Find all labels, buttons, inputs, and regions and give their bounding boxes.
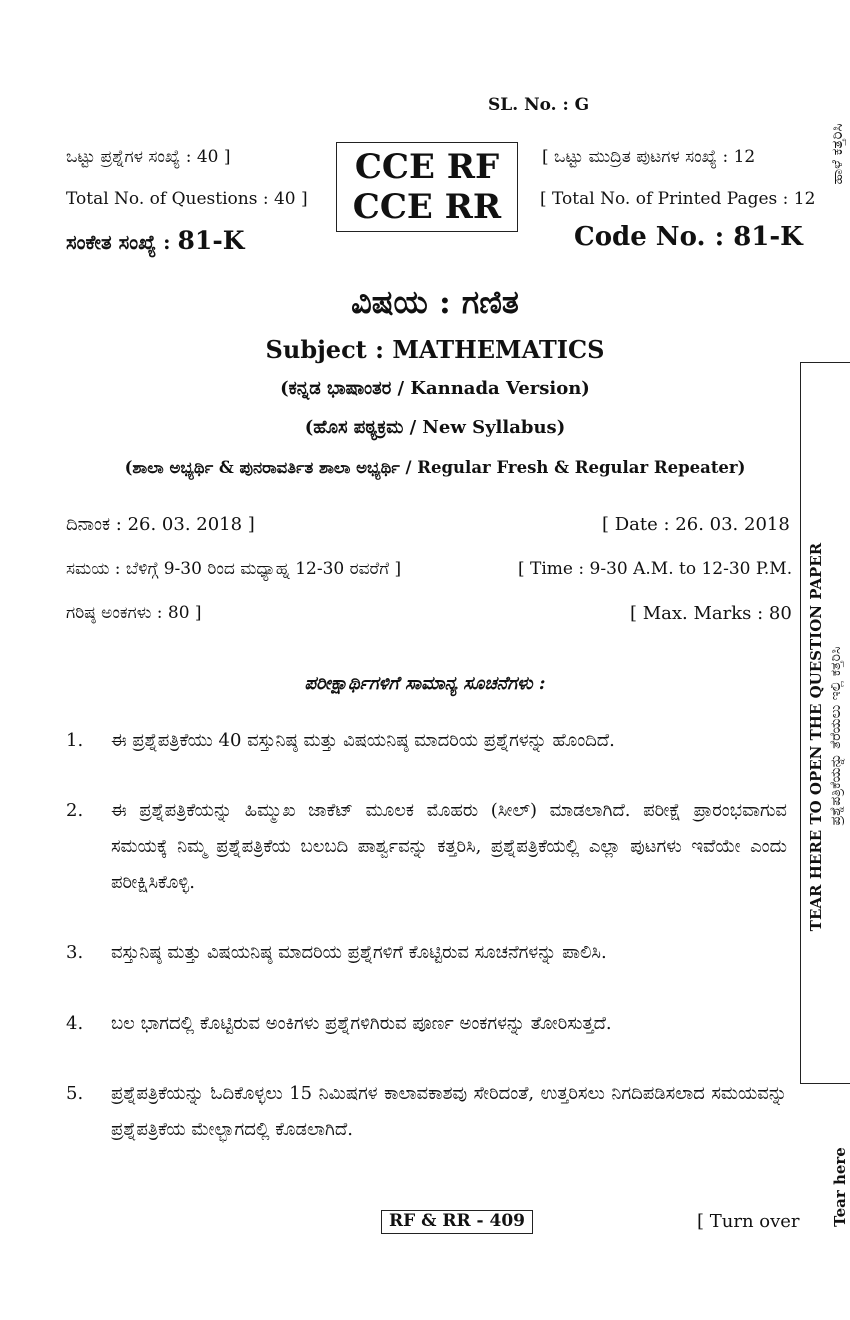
instruction-text: ಈ ಪ್ರಶ್ನೆಪತ್ರಿಕೆಯನ್ನು ಹಿಮ್ಮುಖ ಜಾಕೆಟ್ ಮೂಲಕ ಮೊಹರು (ಸೀಲ್) ಮಾಡಲಾಗಿದೆ. ಪರೀಕ್ಷೆ ಪ್ರಾರಂಭವಾಗುವ ಸಮಯಕ್ಕೆ ನಿಮ್ಮ ಪ್ರಶ್ನೆಪತ್ರಿಕೆಯ ಬಲಬದಿ ಪಾರ್ಶ್ವವನ್ನು ಕತ್ತರಿಸಿ, ಪ್ರಶ್ನೆಪತ್ರಿಕೆಯಲ್ಲಿ ಎಲ್ಲಾ ಪುಟಗಳು ಇವೆಯೇ ಎಂದು ಪರೀಕ್ಷಿಸಿಕೊಳ್ಳಿ. (111, 800, 787, 893)
instruction-number: 4. (66, 1013, 84, 1034)
date-english: [ Date : 26. 03. 2018 (602, 514, 790, 535)
tear-here-kannada: ಪ್ರಶ್ನೆಪತ್ರಿಕೆಯನ್ನು ತೆರೆಯಲು ಇಲ್ಲಿ ಕತ್ತರಿಸಿ (828, 646, 844, 826)
total-questions-kannada: ಒಟ್ಟು ಪ್ರಶ್ನೆಗಳ ಸಂಖ್ಯೆ : 40 ] (66, 147, 231, 167)
time-english: [ Time : 9-30 A.M. to 12-30 P.M. (518, 559, 793, 579)
subject-kannada: ವಿಷಯ : ಗಣಿತ (351, 283, 519, 321)
code-box-line-2: CCE RR (352, 187, 502, 227)
instruction-number: 1. (66, 730, 84, 751)
cce-code-box (336, 142, 518, 232)
instruction-text: ಈ ಪ್ರಶ್ನೆಪತ್ರಿಕೆಯು 40 ವಸ್ತುನಿಷ್ಠ ಮತ್ತು ವಿಷಯನಿಷ್ಠ ಮಾದರಿಯ ಪ್ರಶ್ನೆಗಳನ್ನು ಹೊಂದಿದೆ. (111, 730, 615, 751)
instruction-number: 2. (66, 800, 84, 821)
code-kannada-value: 81-K (177, 226, 245, 255)
instruction-number: 5. (66, 1083, 84, 1104)
turn-over-label: [ Turn over (697, 1211, 800, 1232)
instruction-text: ವಸ್ತುನಿಷ್ಠ ಮತ್ತು ವಿಷಯನಿಷ್ಠ ಮಾದರಿಯ ಪ್ರಶ್ನೆಗಳಿಗೆ ಕೊಟ್ಟಿರುವ ಸೂಚನೆಗಳನ್ನು ಪಾಲಿಸಿ. (111, 942, 607, 963)
code-number-kannada (66, 226, 244, 255)
date-kannada: ದಿನಾಂಕ : 26. 03. 2018 ] (66, 514, 255, 535)
code-kannada-label: ಸಂಕೇತ ಸಂಖ್ಯೆ : (66, 230, 171, 254)
max-marks-kannada: ಗರಿಷ್ಠ ಅಂಕಗಳು : 80 ] (66, 603, 202, 623)
instructions-heading: ಪರೀಕ್ಷಾರ್ಥಿಗಳಿಗೆ ಸಾಮಾನ್ಯ ಸೂಚನೆಗಳು : (304, 673, 546, 694)
tear-here-bottom: Tear here (831, 1147, 849, 1227)
code-number-english: Code No. : 81-K (574, 222, 803, 252)
side-cut-label: ಹಾಳೆ ಕತ್ತರಿಸಿ (828, 123, 846, 185)
max-marks-english: [ Max. Marks : 80 (630, 603, 792, 624)
serial-number: SL. No. : G (488, 95, 590, 115)
instruction-text: ಪ್ರಶ್ನೆಪತ್ರಿಕೆಯನ್ನು ಓದಿಕೊಳ್ಳಲು 15 ನಿಮಿಷಗಳ ಕಾಲಾವಕಾಶವು ಸೇರಿದಂತೆ, ಉತ್ತರಿಸಲು ನಿಗದಿಪಡಿಸಲಾದ ಸಮಯವನ್ನು ಪ್ರಶ್ನೆಪತ್ರಿಕೆಯ ಮೇಲ್ಭಾಗದಲ್ಲಿ ಕೊಡಲಾಗಿದೆ. (111, 1083, 787, 1140)
footer-code-box: RF & RR - 409 (381, 1210, 533, 1234)
printed-pages-english: [ Total No. of Printed Pages : 12 (540, 189, 816, 209)
time-kannada: ಸಮಯ : ಬೆಳಿಗ್ಗೆ 9-30 ರಿಂದ ಮಧ್ಯಾಹ್ನ 12-30 ರವರೆಗೆ ] (66, 559, 402, 579)
version-label: (ಕನ್ನಡ ಭಾಷಾಂತರ / Kannada Version) (280, 378, 590, 399)
candidate-type-label: (ಶಾಲಾ ಅಭ್ಯರ್ಥಿ & ಪುನರಾವರ್ತಿತ ಶಾಲಾ ಅಭ್ಯರ್ಥಿ / Regular Fresh & Regular Repeater) (124, 458, 746, 477)
syllabus-label: (ಹೊಸ ಪಠ್ಯಕ್ರಮ / New Syllabus) (304, 417, 566, 438)
subject-english: Subject : MATHEMATICS (265, 335, 605, 364)
code-box-line-1: CCE RF (354, 147, 500, 187)
instruction-text: ಬಲ ಭಾಗದಲ್ಲಿ ಕೊಟ್ಟಿರುವ ಅಂಕಿಗಳು ಪ್ರಶ್ನೆಗಳಿಗಿರುವ ಪೂರ್ಣ ಅಂಕಗಳನ್ನು ತೋರಿಸುತ್ತದೆ. (111, 1013, 612, 1034)
total-questions-english: Total No. of Questions : 40 ] (66, 189, 308, 209)
printed-pages-kannada: [ ಒಟ್ಟು ಮುದ್ರಿತ ಪುಟಗಳ ಸಂಖ್ಯೆ : 12 (542, 147, 756, 167)
instruction-number: 3. (66, 942, 84, 963)
tear-here-english: TEAR HERE TO OPEN THE QUESTION PAPER (807, 542, 825, 932)
